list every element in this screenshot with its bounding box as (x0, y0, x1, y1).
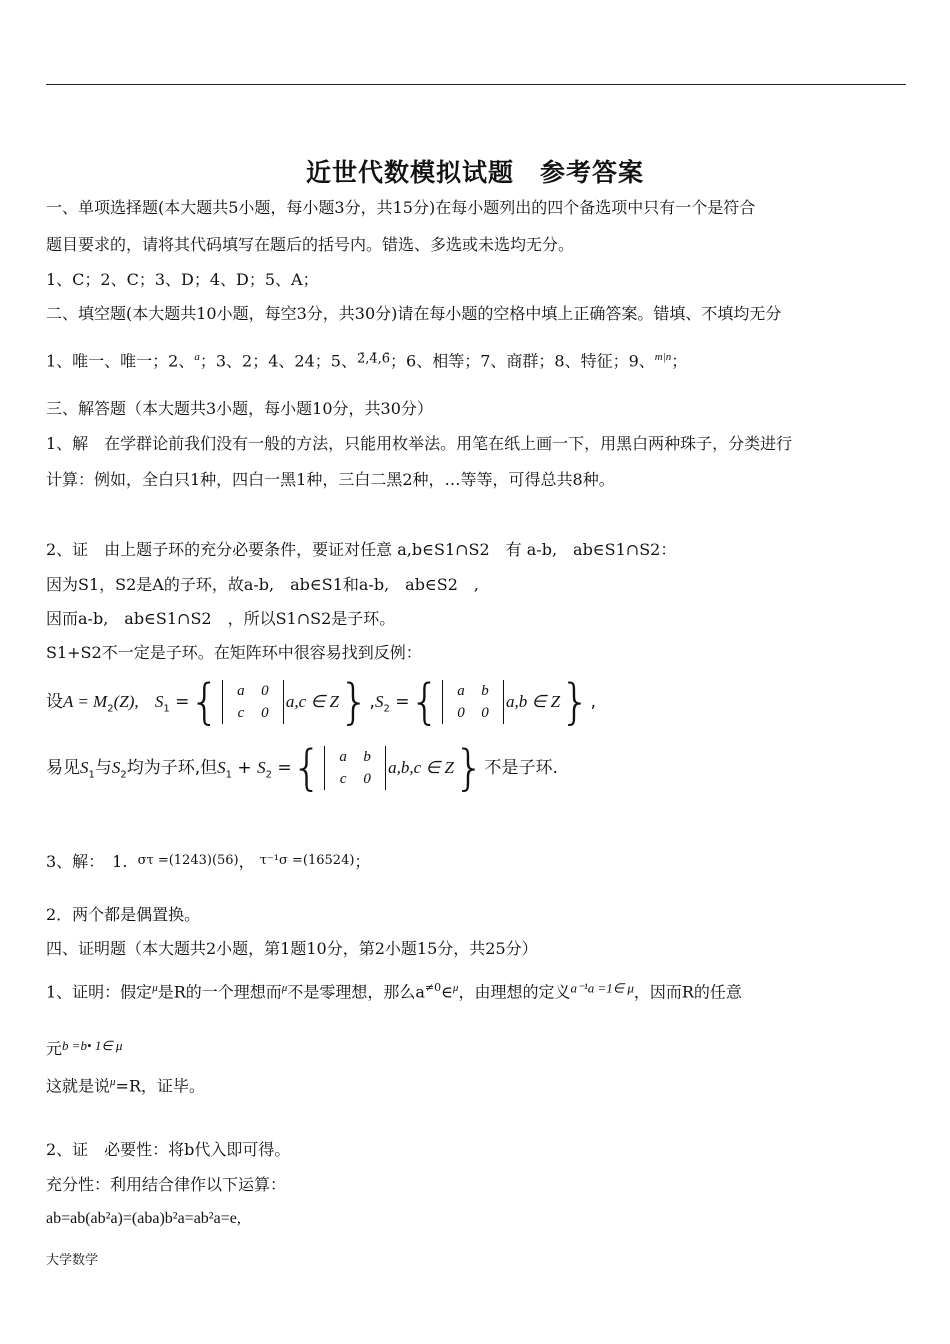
p1-a: 1、证明：假定 (46, 982, 153, 1002)
sec2-ans-d: ； (671, 351, 688, 371)
f1-prefix: 设 (46, 692, 63, 712)
inv-expr: a⁻¹a =1∈ μ (570, 980, 634, 996)
p1-l3a: 这就是说 (46, 1076, 111, 1096)
sec1-line1: 一、单项选择题(本大题共5小题，每小题3分，共15分)在每小题列出的四个备选项中只有一个是符合 (46, 198, 756, 217)
matrix-s2: a b 0 0 (442, 680, 504, 724)
sec3-q2-line1: 2、证 由上题子环的充分必要条件，要证对任意 a,b∈S1∩S2 有 a-b, ab∈S1∩S2： (46, 540, 677, 559)
formula-cosets: 2̄,4̄,6̄ (356, 351, 391, 367)
sec3-q1-line2: 计算：例如，全白只1种，四白一黑1种，三白二黑2种，…等等，可得总共8种。 (46, 470, 615, 489)
sec3-q3-line1 (46, 851, 370, 872)
page-title: 近世代数模拟试题 参考答案 (305, 158, 644, 187)
mu-2: μ (281, 982, 288, 994)
f1-cond2: a,b ∈ Z (506, 692, 561, 711)
f1-A2: (Z), (113, 692, 139, 711)
p1-l2b: b =b• 1∈ μ (62, 1038, 123, 1053)
f2-prefix: 易见 (46, 758, 80, 778)
sec3-q2-line2: 因为S1，S2是A的子环，故a-b, ab∈S1和a-b, ab∈S2 , (46, 575, 480, 594)
mu-3: μ (452, 982, 459, 994)
footer-label: 大学数学 (46, 1253, 99, 1268)
sec3-header: 三、解答题（本大题共3小题，每小题10分，共30分） (46, 399, 433, 418)
sec3-q2-line3: 因而a-b, ab∈S1∩S2 ，所以S1∩S2是子环。 (46, 609, 396, 628)
q3-prefix: 3、解： 1. (46, 852, 128, 871)
sec4-p2-line1: 2、证 必要性：将b代入即可得。 (46, 1140, 291, 1159)
mu-4: μ (110, 1076, 116, 1088)
p1-f: ，因而R的任意 (633, 982, 742, 1002)
matrix-s1: a 0 c 0 (222, 680, 284, 724)
formula-mn: m|n (654, 351, 672, 363)
sec2-ans-a: 1、唯一、唯一；2、 (46, 351, 195, 371)
sec4-p2-line2: 充分性：利用结合律作以下运算： (46, 1175, 287, 1194)
neq0: ≠0 (424, 981, 442, 994)
q3-expr1: στ =(1243)(56) (137, 853, 239, 868)
f2-cond: a,b,c ∈ Z (388, 758, 454, 777)
p1-l2a: 元 (46, 1039, 63, 1058)
sec2-answers (46, 347, 687, 371)
q3-expr2: τ⁻¹σ =(16524) (259, 853, 355, 868)
q3-end: ； (354, 852, 371, 871)
formula-line-2: 易见$S_1$与$S_2$均为子环,但$S_1 + S_2$ ={ a b c 0a,b,c ∈ Z}不是子环. (46, 740, 558, 796)
p1-b: 是R的一个理想而 (157, 982, 282, 1002)
f2-suffix: 不是子环. (484, 758, 558, 778)
sec2-line1: 二、填空题(本大题共10小题，每空3分，共30分)请在每小题的空格中填上正确答案。错填、不填均无分 (46, 304, 782, 323)
f1-A: A = M (63, 692, 108, 711)
sec1-line2: 题目要求的，请将其代码填写在题后的括号内。错选、多选或未选均无分。 (46, 235, 575, 254)
sec4-header: 四、证明题（本大题共2小题，第1题10分，第2小题15分，共25分） (46, 939, 538, 958)
p1-e: ，由理想的定义 (458, 982, 571, 1002)
p1-c: 不是零理想，那么a (287, 982, 425, 1002)
sec4-p1-line3 (46, 1072, 205, 1096)
matrix-sum: a b c 0 (324, 746, 386, 790)
header-rule (46, 84, 906, 85)
f2-mid1: 与 (94, 758, 112, 778)
sec4-p1-line2 (46, 1036, 122, 1059)
mu-1: μ (152, 982, 158, 994)
f1-cond1: a,c ∈ Z (285, 692, 339, 711)
sec4-p2-line3: ab=ab(ab²a)=(aba)b²a=ab²a=e, (46, 1210, 241, 1227)
p1-l3b: =R，证毕。 (115, 1076, 206, 1096)
q3-sep: ， (238, 852, 255, 871)
f1-S1: S (154, 692, 164, 711)
formula-line-1: 设$A = M_2(Z)$, $S_1$ ={ a 0 c 0a,c ∈ $Z\},S_2$ ={ a b 0 0a,b ∈ Z}, (46, 674, 596, 730)
sec3-q1-line1: 1、解 在学群论前我们没有一般的方法，只能用枚举法。用笔在纸上画一下，用黑白两种珠子，分类进行 (46, 434, 793, 453)
sec2-ans-b: ；3、2；4、24；5、 (199, 351, 357, 371)
sec3-q2-line4: S1+S2不一定是子环。在矩阵环中很容易找到反例： (46, 643, 422, 662)
sec3-q3-line2: 2．两个都是偶置换。 (46, 905, 201, 924)
f1-S2: S (374, 692, 384, 711)
sec2-ans-c: ；6、相等；7、商群；8、特征；9、 (390, 351, 655, 371)
p1-d: ∈ (441, 982, 453, 1002)
formula-a: a (194, 351, 200, 363)
sec1-answers: 1、C；2、C；3、D；4、D；5、A； (46, 270, 319, 289)
sec4-p1-line1 (46, 978, 742, 1002)
f2-mid2: 均为子环,但 (126, 758, 218, 778)
